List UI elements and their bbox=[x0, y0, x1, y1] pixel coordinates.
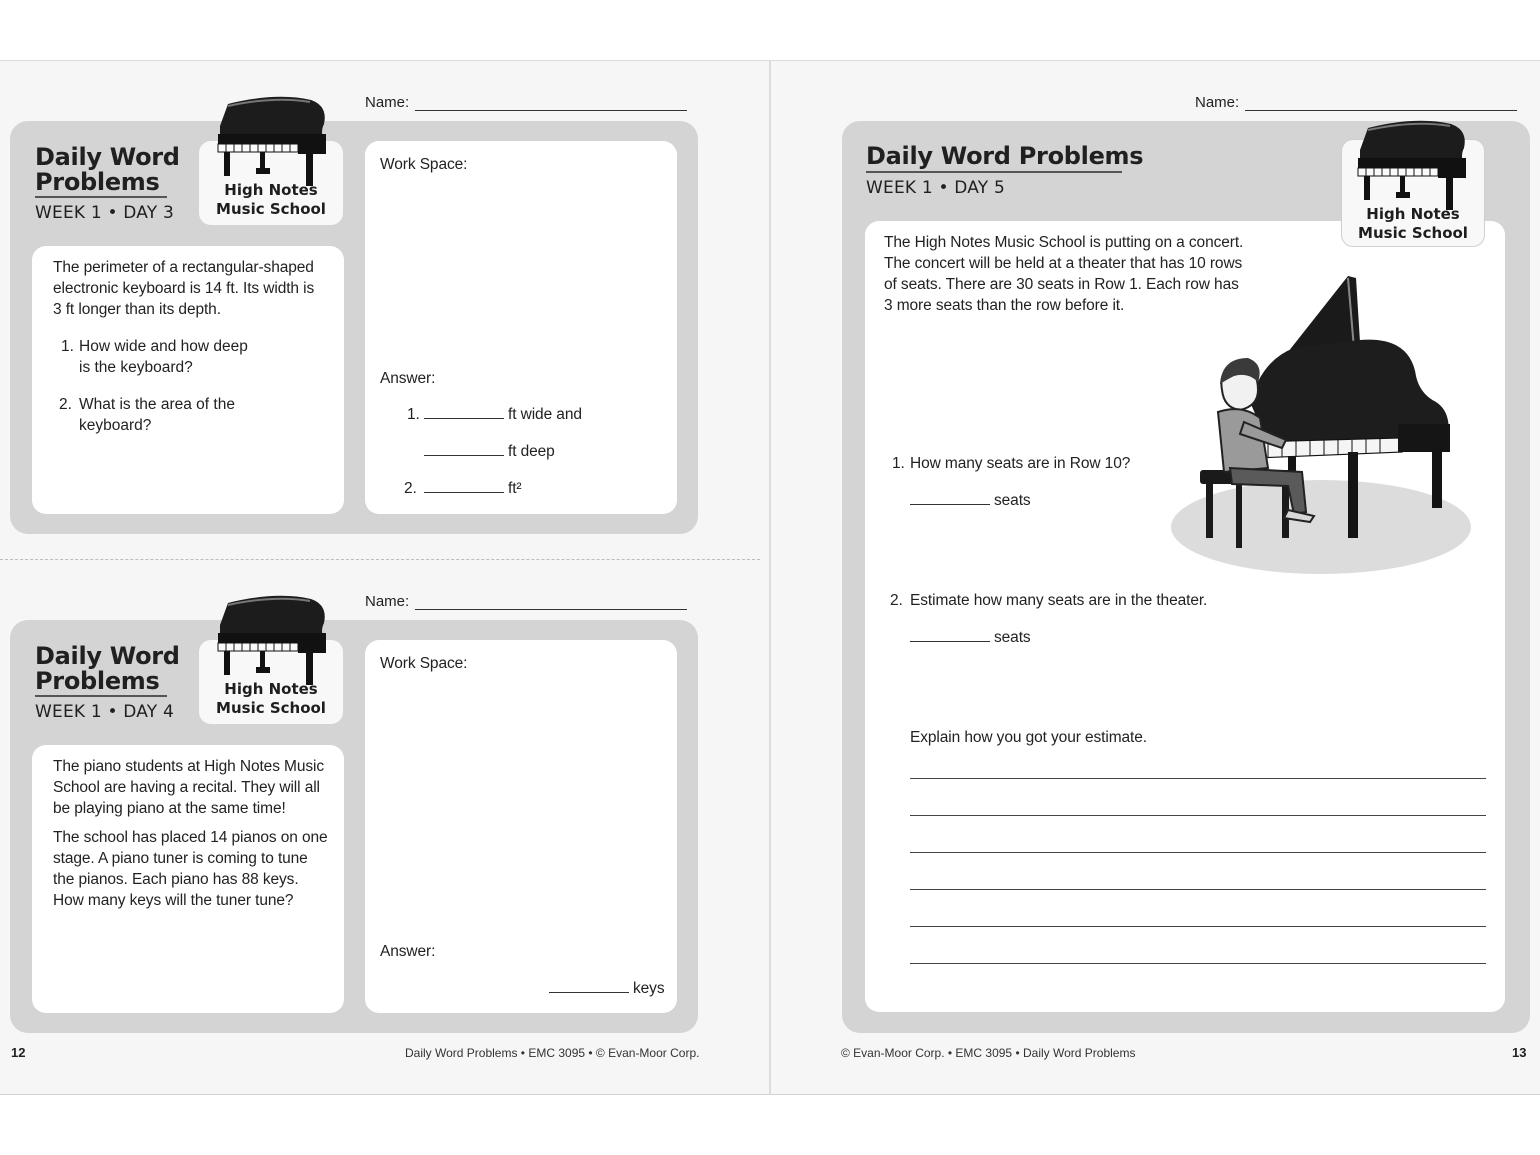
problem-text: The High Notes Music School is putting on a concert. The concert will be held at a theater that has 10 rows of seats. There are 30 seats in Row 1. Each row has 3 more seats than the row before it. bbox=[884, 234, 1244, 314]
page-number-right: 13 bbox=[1512, 1045, 1527, 1060]
school-tag: High Notes Music School bbox=[1341, 139, 1485, 247]
writing-line[interactable] bbox=[910, 778, 1486, 779]
card-title: Daily Word Problems bbox=[866, 142, 1144, 170]
name-line[interactable] bbox=[1245, 97, 1517, 111]
answer-seats-row10[interactable]: seats bbox=[910, 490, 1031, 511]
boy-playing-piano-illustration bbox=[1170, 272, 1474, 578]
name-field-day4[interactable] bbox=[365, 593, 687, 610]
answer-blank[interactable] bbox=[424, 404, 504, 419]
title-underline bbox=[35, 196, 167, 198]
title-underline bbox=[866, 171, 1122, 173]
question-1-text: How many seats are in Row 10? bbox=[910, 455, 1131, 472]
writing-line[interactable] bbox=[910, 926, 1486, 927]
writing-line[interactable] bbox=[910, 852, 1486, 853]
name-label: Name: bbox=[1195, 94, 1240, 111]
name-line[interactable] bbox=[415, 596, 687, 610]
grand-piano-icon bbox=[216, 96, 328, 188]
answer-blank[interactable] bbox=[424, 478, 504, 493]
name-label: Name: bbox=[365, 593, 410, 610]
question-2-text: Estimate how many seats are in the theater. bbox=[910, 592, 1208, 609]
name-field-day3[interactable] bbox=[365, 94, 687, 111]
week-day-label: WEEK 1 • DAY 4 bbox=[35, 702, 174, 722]
card-title: Daily Word Problems bbox=[35, 642, 180, 695]
book-spine bbox=[769, 60, 771, 1095]
writing-line[interactable] bbox=[910, 889, 1486, 890]
answer-1-wide[interactable]: ft wide and bbox=[424, 404, 582, 425]
answer-blank[interactable] bbox=[549, 978, 629, 993]
question-2: 2. bbox=[890, 592, 903, 609]
answer-row: 1. bbox=[407, 406, 420, 423]
work-space-label: Work Space: bbox=[380, 655, 468, 672]
work-space-label: Work Space: bbox=[380, 156, 468, 173]
name-field-day5[interactable] bbox=[1195, 94, 1517, 111]
week-day-label: WEEK 1 • DAY 3 bbox=[35, 203, 174, 223]
answer-1-deep[interactable]: ft deep bbox=[424, 441, 555, 462]
footer-credit-right: © Evan-Moor Corp. • EMC 3095 • Daily Word Problems bbox=[841, 1046, 1136, 1060]
writing-line[interactable] bbox=[910, 815, 1486, 816]
problem-text-2: The school has placed 14 pianos on one stage. A piano tuner is coming to tune the pianos. Each piano has 88 keys. How many keys will the tuner tune? bbox=[53, 829, 328, 909]
question-2: 2. What is the area of the keyboard? bbox=[59, 396, 235, 434]
answer-keys[interactable]: keys bbox=[549, 978, 664, 999]
answer-2-area[interactable]: ft² bbox=[424, 478, 521, 499]
footer-credit-left: Daily Word Problems • EMC 3095 • © Evan-Moor Corp. bbox=[405, 1046, 700, 1060]
page-number-left: 12 bbox=[11, 1045, 26, 1060]
answer-seats-estimate[interactable]: seats bbox=[910, 627, 1031, 648]
name-label: Name: bbox=[365, 94, 410, 111]
answer-label: Answer: bbox=[380, 370, 436, 387]
answer-blank[interactable] bbox=[424, 441, 504, 456]
answer-label: Answer: bbox=[380, 943, 436, 960]
grand-piano-icon bbox=[1356, 120, 1468, 212]
title-underline bbox=[35, 695, 167, 697]
grand-piano-icon bbox=[216, 595, 328, 687]
cut-line bbox=[0, 559, 760, 560]
problem-text: The perimeter of a rectangular-shaped electronic keyboard is 14 ft. Its width is 3 ft longer than its depth. bbox=[53, 259, 315, 318]
explain-prompt: Explain how you got your estimate. bbox=[910, 729, 1147, 746]
answer-row: 2. bbox=[404, 480, 417, 497]
card-title: Daily Word Problems bbox=[35, 143, 180, 196]
answer-blank[interactable] bbox=[910, 490, 990, 505]
writing-line[interactable] bbox=[910, 963, 1486, 964]
question-1: 1. How wide and how deep is the keyboard? bbox=[61, 338, 248, 376]
answer-blank[interactable] bbox=[910, 627, 990, 642]
school-tag: High Notes Music School bbox=[199, 141, 343, 225]
week-day-label: WEEK 1 • DAY 5 bbox=[866, 178, 1005, 198]
school-tag: High Notes Music School bbox=[199, 640, 343, 724]
problem-text: The piano students at High Notes Music School are having a recital. They will all be playing piano at the same time! bbox=[53, 758, 325, 817]
name-line[interactable] bbox=[415, 97, 687, 111]
question-1: 1. bbox=[892, 455, 905, 472]
